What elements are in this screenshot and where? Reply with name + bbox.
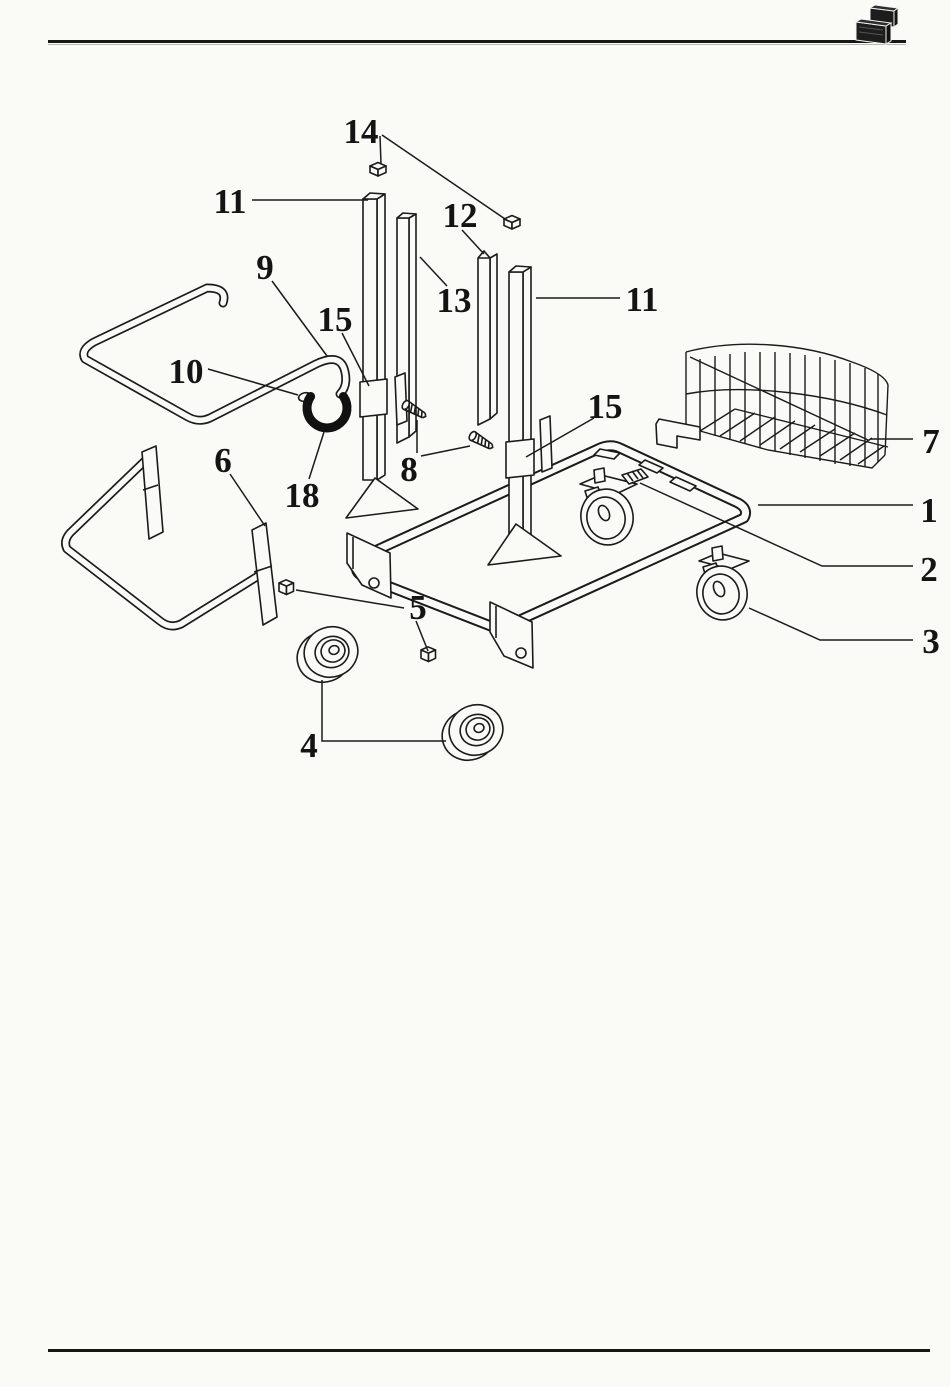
- callout-labels: [169, 112, 940, 765]
- block-part5-a: [279, 580, 294, 595]
- part-label-3: 3: [922, 622, 940, 661]
- clip-part18: [307, 397, 347, 428]
- part-label-4: 4: [300, 726, 318, 765]
- post-foot-right: [488, 524, 561, 668]
- part-label-1: 1: [920, 491, 938, 530]
- part-label-8: 8: [400, 450, 418, 489]
- caster-part3: [691, 546, 753, 625]
- strap-front: [142, 446, 163, 539]
- part-label-2: 2: [920, 550, 938, 589]
- part-label-11-left: 11: [213, 182, 247, 221]
- wire-basket-part7: [656, 344, 888, 468]
- cap-part14-a: [370, 163, 386, 177]
- brake-caster-part2: [575, 468, 648, 550]
- part-label-18: 18: [284, 476, 320, 515]
- part-label-10: 10: [168, 352, 204, 391]
- block-part5-b: [421, 647, 436, 662]
- part-label-9: 9: [256, 248, 274, 287]
- part-label-15-right: 15: [587, 387, 623, 426]
- cap-part14-b: [504, 216, 520, 230]
- part-label-13: 13: [436, 281, 472, 320]
- slide-bar-12: [478, 251, 497, 425]
- screw-part8-b: [468, 430, 495, 451]
- part-label-12: 12: [442, 196, 478, 235]
- part-label-6: 6: [214, 441, 232, 480]
- part-label-7: 7: [922, 422, 940, 461]
- basket-bracket: [656, 419, 700, 448]
- post-11-right: [509, 266, 531, 549]
- wheel-part4-a: [291, 620, 365, 689]
- part-label-11-right: 11: [625, 280, 659, 319]
- part-label-14: 14: [343, 112, 379, 151]
- post-11-left: [363, 193, 385, 480]
- wheel-part4-b: [436, 698, 510, 767]
- part-label-15-left: 15: [317, 300, 353, 339]
- part-label-5: 5: [409, 588, 427, 627]
- side-tube-part6: [66, 446, 277, 626]
